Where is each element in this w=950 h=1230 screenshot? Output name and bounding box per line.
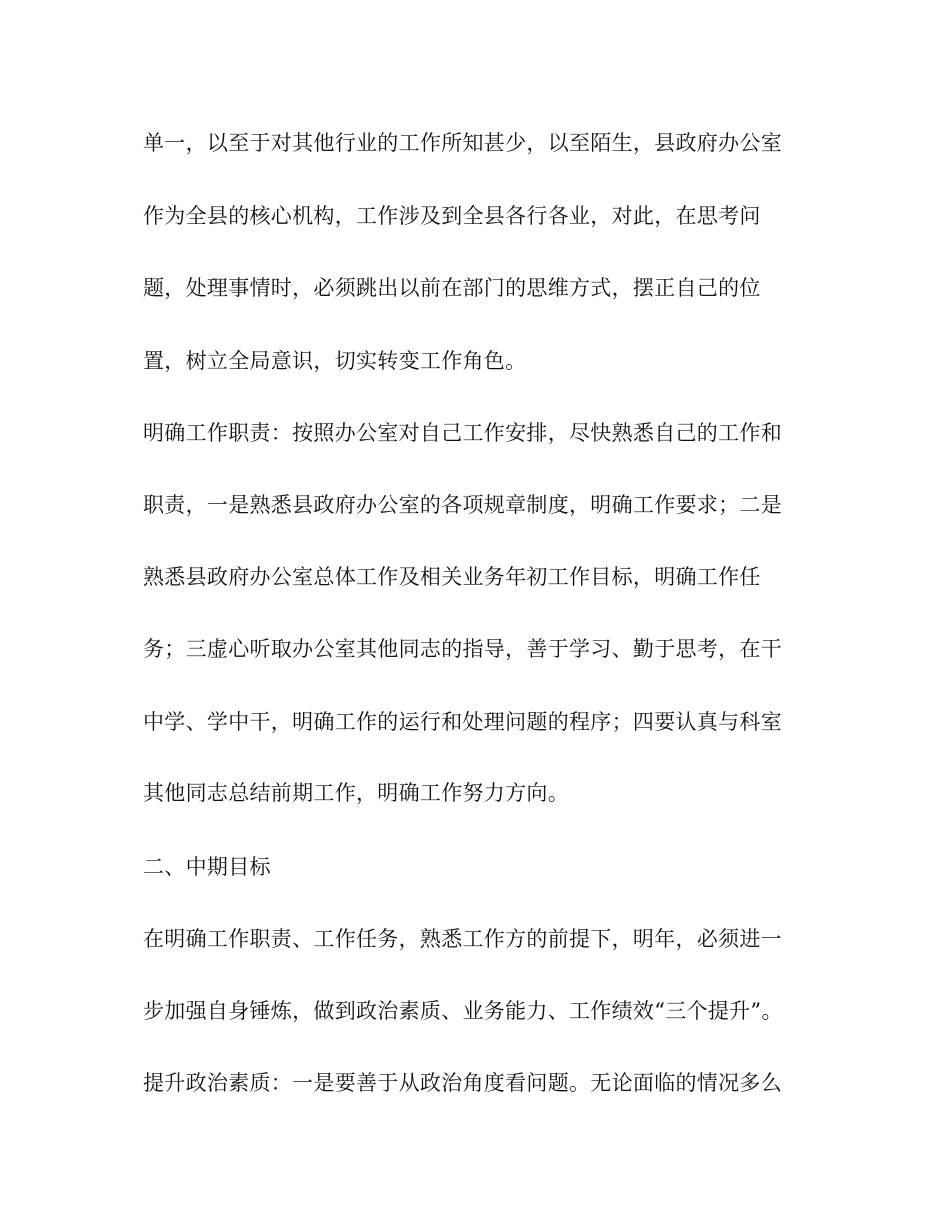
text-line: 提升政治素质：一是要善于从政治角度看问题。无论面临的情况多么: [143, 1071, 782, 1095]
text-line: 明确工作职责：按照办公室对自己工作安排，尽快熟悉自己的工作和: [143, 421, 782, 445]
text-line: 置，树立全局意识，切实转变工作角色。: [143, 349, 527, 373]
text-line: 其他同志总结前期工作，明确工作努力方向。: [143, 781, 569, 805]
text-line: 职责，一是熟悉县政府办公室的各项规章制度，明确工作要求；二是: [143, 493, 782, 517]
text-line: 题，处理事情时，必须跳出以前在部门的思维方式，摆正自己的位: [143, 276, 761, 300]
text-line: 务；三虚心听取办公室其他同志的指导，善于学习、勤于思考，在干: [143, 637, 782, 661]
text-line: 在明确工作职责、工作任务，熟悉工作方的前提下，明年，必须进一: [143, 927, 782, 951]
section-heading: 二、中期目标: [143, 855, 271, 879]
text-line: 作为全县的核心机构，工作涉及到全县各行各业，对此，在思考问: [143, 204, 761, 228]
text-line: 中学、学中干，明确工作的运行和处理问题的程序；四要认真与科室: [143, 710, 782, 734]
text-line: 单一，以至于对其他行业的工作所知甚少，以至陌生，县政府办公室: [143, 131, 782, 155]
text-line: 熟悉县政府办公室总体工作及相关业务年初工作目标，明确工作任: [143, 565, 761, 589]
text-line: 步加强自身锤炼，做到政治素质、业务能力、工作绩效“三个提升”。: [143, 999, 783, 1023]
